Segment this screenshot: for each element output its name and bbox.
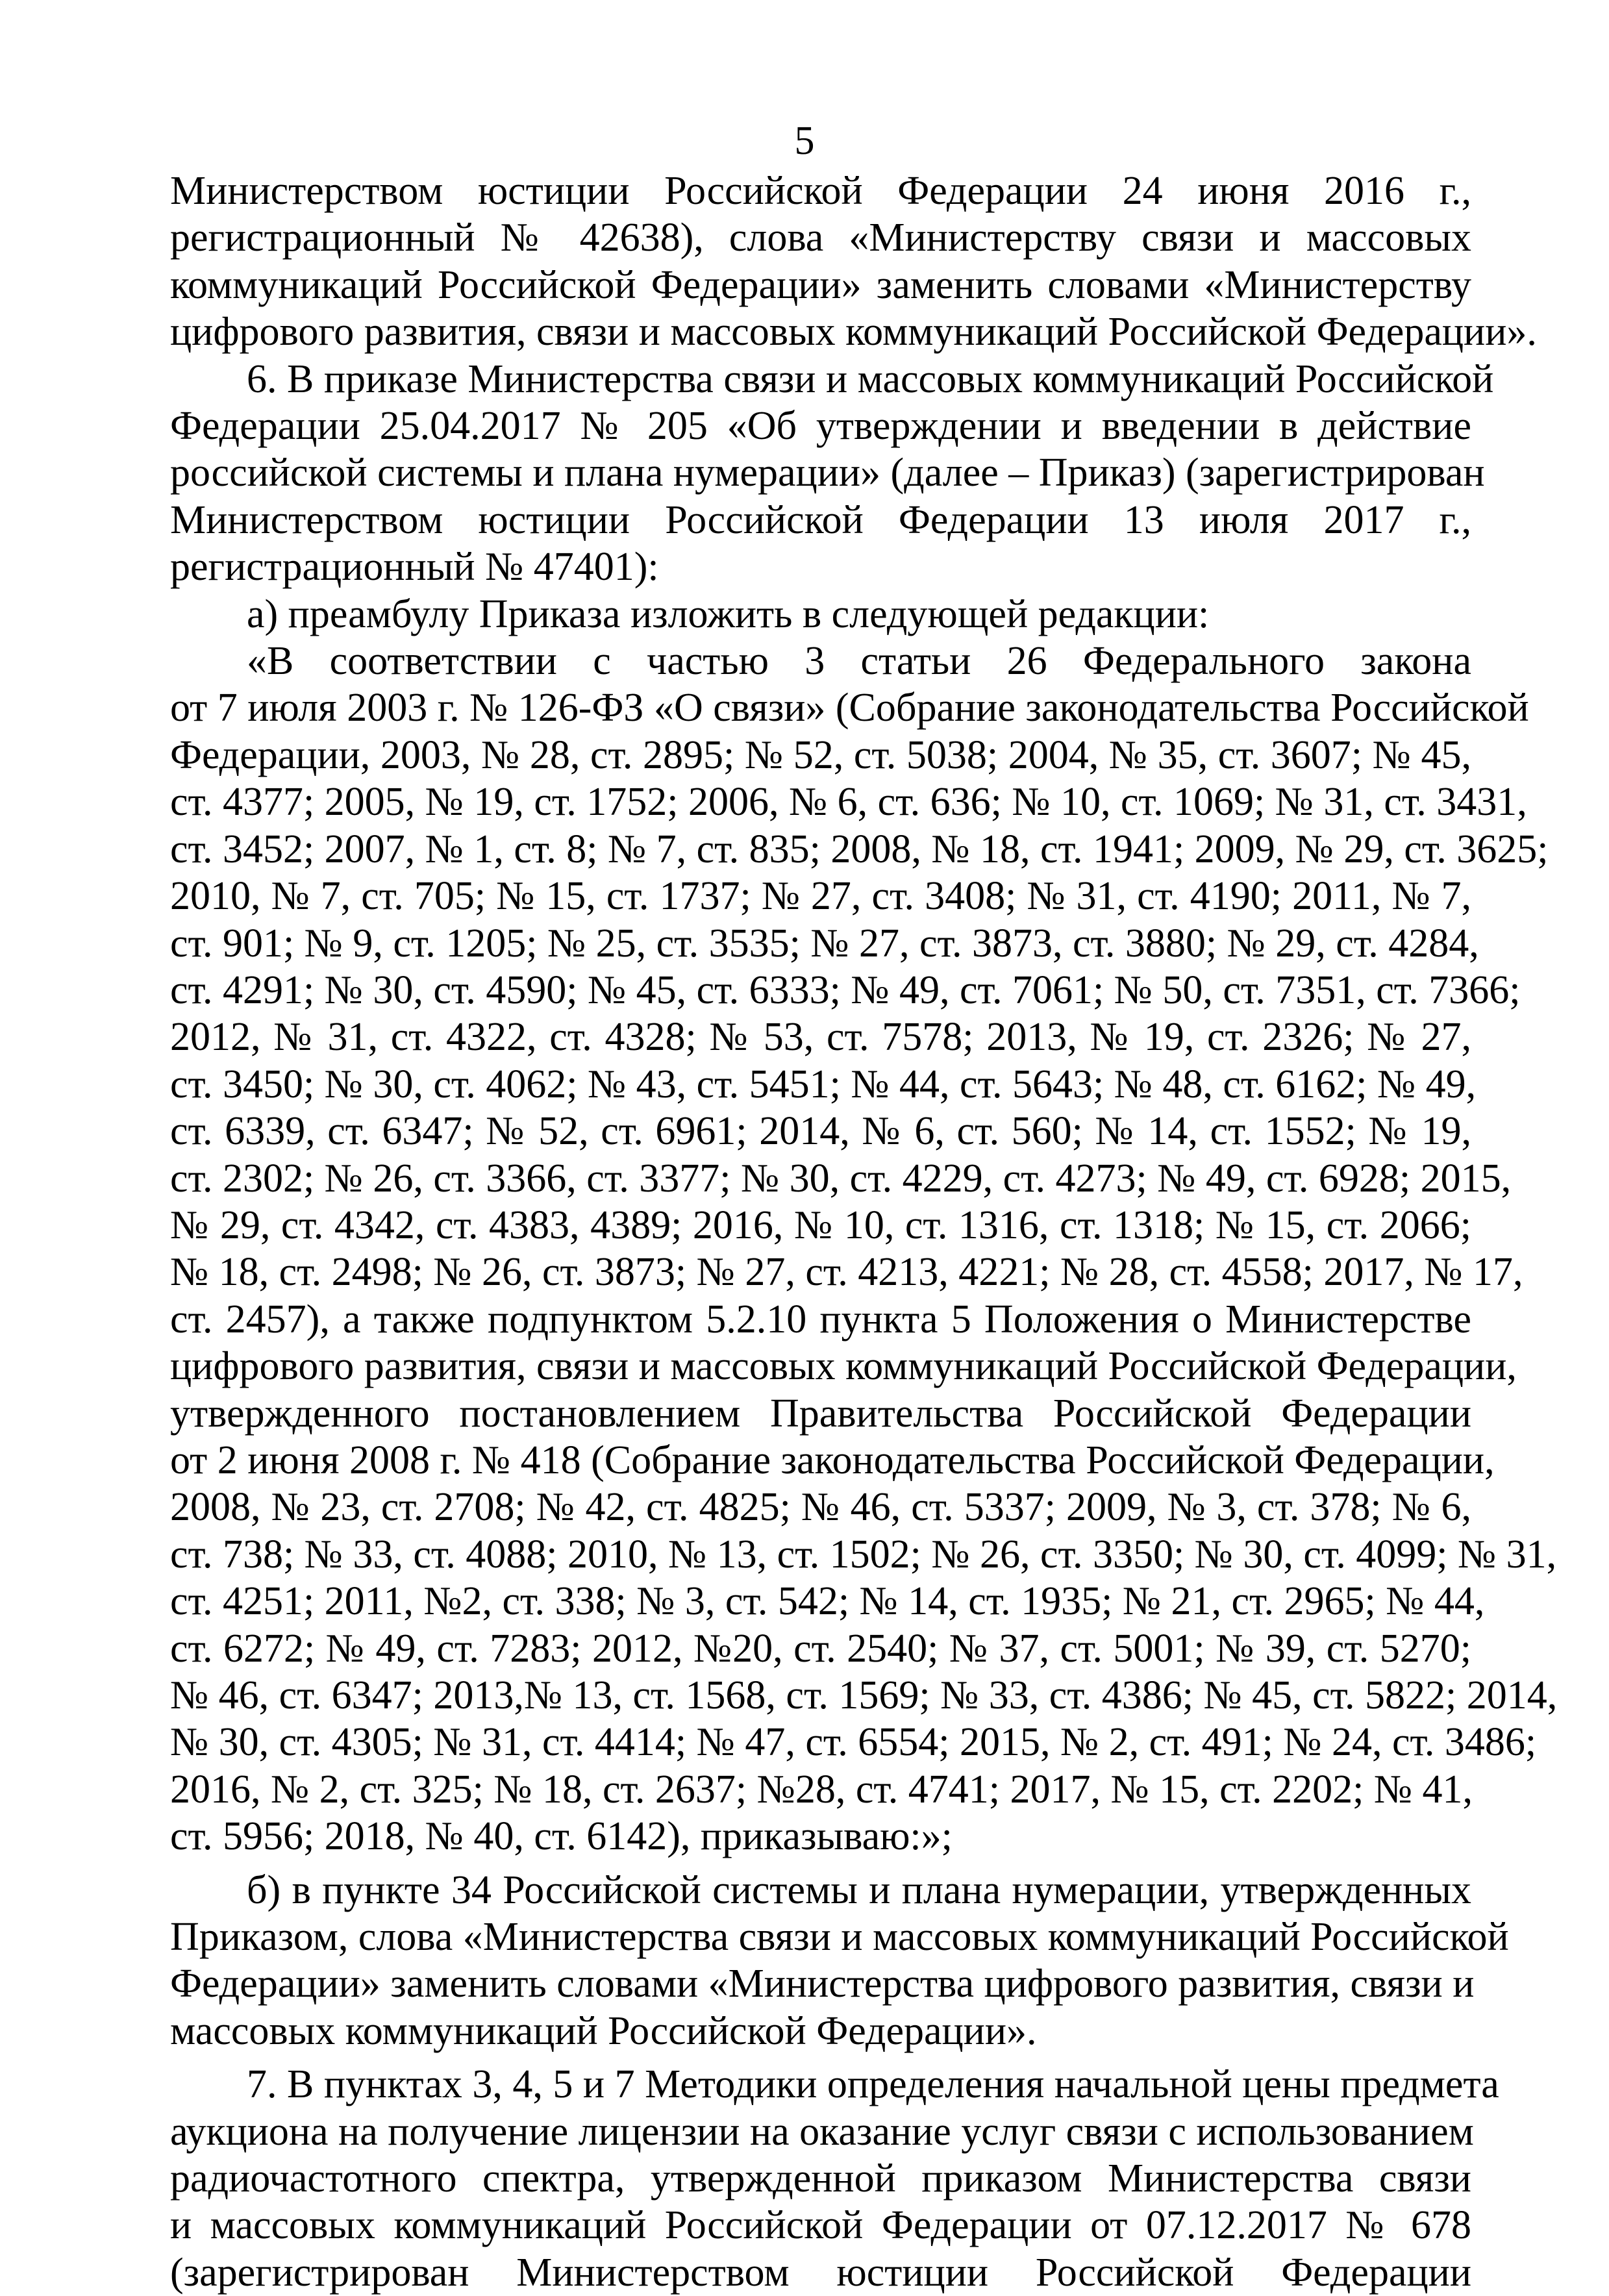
text-line: радиочастотного спектра, утвержденной приказом Министерства связи	[170, 2156, 1471, 2201]
text-line: Федерации 25.04.2017 № 205 «Об утверждении и введении в действие	[170, 404, 1471, 449]
text-line: «В соответствии с частью 3 статьи 26 Федерального закона	[247, 639, 1471, 684]
text-line: от 2 июня 2008 г. № 418 (Собрание законодательства Российской Федерации,	[170, 1438, 1495, 1482]
paragraph-gap	[170, 2054, 1471, 2061]
text-line: от 7 июля 2003 г. № 126-ФЗ «О связи» (Собрание законодательства Российской	[170, 686, 1529, 730]
text-line: массовых коммуникаций Российской Федерации».	[170, 2008, 1037, 2053]
paragraph-gap	[170, 1860, 1471, 1867]
text-line: ст. 901; № 9, ст. 1205; № 25, ст. 3535; № 27, ст. 3873, ст. 3880; № 29, ст. 4284,	[170, 921, 1479, 966]
text-line: и массовых коммуникаций Российской Федерации от 07.12.2017 № 678	[170, 2203, 1471, 2248]
text-line: 6. В приказе Министерства связи и массовых коммуникаций Российской	[247, 356, 1494, 401]
text-line: № 18, ст. 2498; № 26, ст. 3873; № 27, ст. 4213, 4221; № 28, ст. 4558; 2017, № 17,	[170, 1250, 1523, 1295]
text-line: ст. 6272; № 49, ст. 7283; 2012, №20, ст. 2540; № 37, ст. 5001; № 39, ст. 5270;	[170, 1626, 1471, 1671]
text-line: коммуникаций Российской Федерации» заменить словами «Министерству	[170, 262, 1471, 307]
text-line: 2012, № 31, ст. 4322, ст. 4328; № 53, ст. 7578; 2013, № 19, ст. 2326; № 27,	[170, 1015, 1471, 1060]
text-line: цифрового развития, связи и массовых коммуникаций Российской Федерации».	[170, 310, 1537, 355]
text-line: Федерации» заменить словами «Министерства цифрового развития, связи и	[170, 1962, 1475, 2006]
document-body	[170, 168, 1558, 2296]
text-line: 2016, № 2, ст. 325; № 18, ст. 2637; №28, ст. 4741; 2017, № 15, ст. 2202; № 41,	[170, 1767, 1473, 1812]
text-line: Министерством юстиции Российской Федерации 24 июня 2016 г.,	[170, 169, 1471, 213]
text-line: цифрового развития, связи и массовых коммуникаций Российской Федерации,	[170, 1344, 1517, 1389]
text-line: № 46, ст. 6347; 2013,№ 13, ст. 1568, ст. 1569; № 33, ст. 4386; № 45, ст. 5822; 2014,	[170, 1673, 1558, 1717]
text-line: 7. В пунктах 3, 4, 5 и 7 Методики определения начальной цены предмета	[247, 2062, 1499, 2107]
text-line: аукциона на получение лицензии на оказание услуг связи с использованием	[170, 2109, 1474, 2154]
text-line: ст. 5956; 2018, № 40, ст. 6142), приказываю:»;	[170, 1814, 953, 1859]
text-line: регистрационный № 47401):	[170, 545, 659, 590]
text-line: ст. 3452; 2007, № 1, ст. 8; № 7, ст. 835; 2008, № 18, ст. 1941; 2009, № 29, ст. 3625;	[170, 827, 1549, 871]
text-line: Федерации, 2003, № 28, ст. 2895; № 52, ст. 5038; 2004, № 35, ст. 3607; № 45,	[170, 732, 1471, 777]
text-line: а) преамбулу Приказа изложить в следующей редакции:	[247, 592, 1210, 636]
text-line: Приказом, слова «Министерства связи и массовых коммуникаций Российской	[170, 1915, 1509, 1960]
text-line: (зарегистрирован Министерством юстиции Российской Федерации	[170, 2250, 1471, 2295]
text-line: Министерством юстиции Российской Федерации 13 июля 2017 г.,	[170, 497, 1471, 542]
text-line: ст. 2457), а также подпунктом 5.2.10 пункта 5 Положения о Министерстве	[170, 1297, 1471, 1341]
text-line: № 30, ст. 4305; № 31, ст. 4414; № 47, ст. 6554; 2015, № 2, ст. 491; № 24, ст. 3486;	[170, 1720, 1537, 1765]
text-line: 2008, № 23, ст. 2708; № 42, ст. 4825; № 46, ст. 5337; 2009, № 3, ст. 378; № 6,	[170, 1485, 1471, 1530]
page-number: 5	[794, 119, 815, 163]
text-line: регистрационный № 42638), слова «Министерству связи и массовых	[170, 216, 1471, 260]
text-line: б) в пункте 34 Российской системы и плана нумерации, утвержденных	[247, 1867, 1471, 1912]
text-line: ст. 2302; № 26, ст. 3366, ст. 3377; № 30, ст. 4229, ст. 4273; № 49, ст. 6928; 2015,	[170, 1156, 1512, 1201]
text-line: ст. 3450; № 30, ст. 4062; № 43, ст. 5451; № 44, ст. 5643; № 48, ст. 6162; № 49,	[170, 1062, 1477, 1106]
text-line: ст. 738; № 33, ст. 4088; 2010, № 13, ст. 1502; № 26, ст. 3350; № 30, ст. 4099; № 31,	[170, 1532, 1557, 1577]
text-line: ст. 4291; № 30, ст. 4590; № 45, ст. 6333; № 49, ст. 7061; № 50, ст. 7351, ст. 7366;	[170, 967, 1521, 1012]
text-line: ст. 4377; 2005, № 19, ст. 1752; 2006, № 6, ст. 636; № 10, ст. 1069; № 31, ст. 3431,	[170, 780, 1527, 825]
text-line: 2010, № 7, ст. 705; № 15, ст. 1737; № 27, ст. 3408; № 31, ст. 4190; 2011, № 7,	[170, 874, 1471, 919]
text-line: утвержденного постановлением Правительства Российской Федерации	[170, 1391, 1471, 1436]
text-line: № 29, ст. 4342, ст. 4383, 4389; 2016, № 10, ст. 1316, ст. 1318; № 15, ст. 2066;	[170, 1203, 1471, 1247]
text-line: ст. 6339, ст. 6347; № 52, ст. 6961; 2014, № 6, ст. 560; № 14, ст. 1552; № 19,	[170, 1109, 1471, 1154]
text-line: ст. 4251; 2011, №2, ст. 338; № 3, ст. 542; № 14, ст. 1935; № 21, ст. 2965; № 44,	[170, 1579, 1485, 1624]
text-line: российской системы и плана нумерации» (далее – Приказ) (зарегистрирован	[170, 451, 1485, 495]
